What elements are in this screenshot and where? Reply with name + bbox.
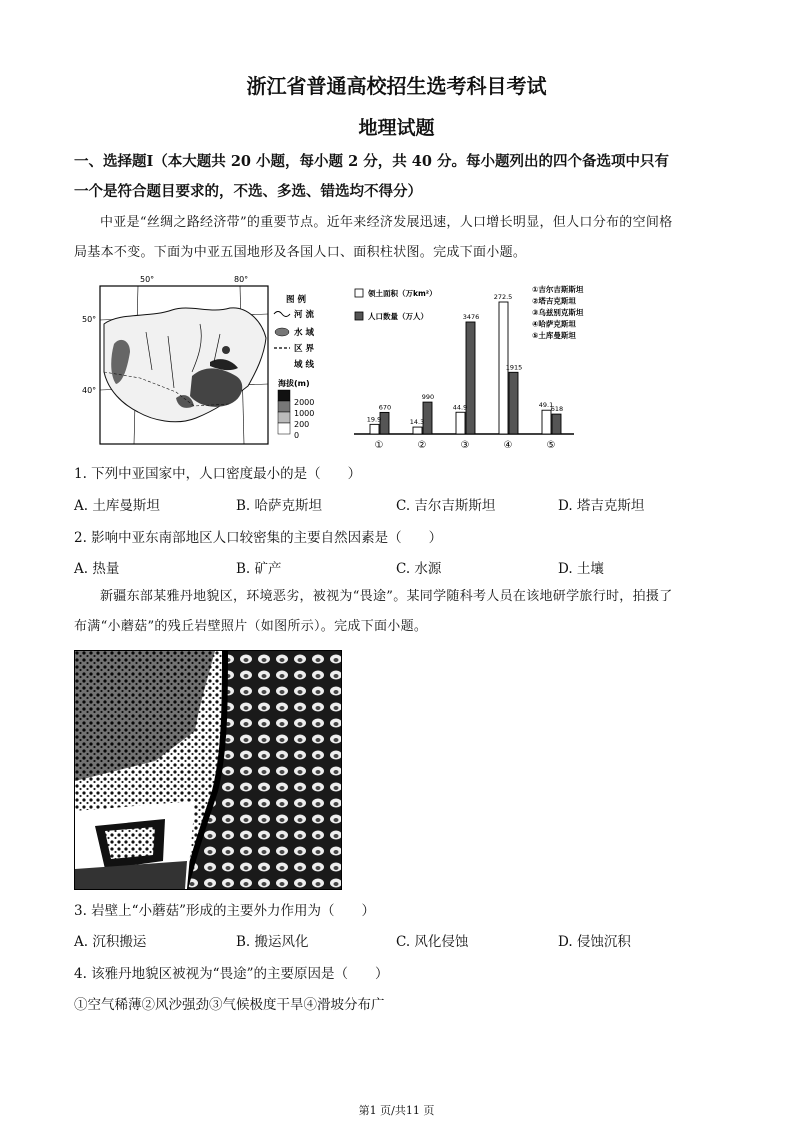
area-bar [413,427,422,434]
area-data-label: 44.9 [452,403,468,412]
category-tick-label: ⑤ [546,440,556,451]
map-lon-label: 80° [234,275,249,284]
map-lat-label: 50° [82,315,97,324]
q1-option-c[interactable]: C. 吉尔吉斯斯坦 [396,498,496,514]
population-bar [380,412,389,434]
country-legend-item: ④哈萨克斯坦 [532,319,576,329]
population-data-label: 670 [378,403,392,412]
population-data-label: 618 [550,405,564,414]
area-bar [456,412,465,434]
question-1-stem: 1. 下列中亚国家中，人口密度最小的是（ ） [74,466,362,482]
page-footer: 第1 页/共11 页 [358,1104,435,1117]
map-legend-item: 河 流 [294,310,314,320]
population-bar [552,414,561,434]
category-tick-label: ④ [503,440,513,451]
elevation-swatch [278,390,290,401]
q2-option-b[interactable]: B. 矿产 [236,561,282,577]
map-lat-label: 40° [82,386,97,395]
map-legend-item: 域 线 [294,360,314,370]
population-data-label: 3476 [462,313,480,321]
area-legend-swatch [355,289,363,297]
central-asia-map [80,272,340,454]
q3-option-a[interactable]: A. 沉积搬运 [74,934,147,950]
page-title: 浙江省普通高校招生选考科目考试 [246,74,547,98]
country-legend-item: ②塔吉克斯坦 [532,296,576,306]
country-legend-item: ③乌兹别克斯坦 [532,308,584,317]
area-bar [542,410,551,434]
water-legend-icon [275,328,289,336]
population-data-label: 990 [421,393,435,402]
elevation-value: 1000 [294,409,315,418]
yardang-rock-photo [74,650,342,890]
section-heading-line2: 一个是符合题目要求的，不选、多选、错选均不得分） [74,183,422,200]
category-tick-label: ③ [460,440,470,451]
elevation-swatch [278,423,290,434]
population-data-label: 1915 [505,363,523,372]
area-bar [370,424,379,434]
q3-option-b[interactable]: B. 搬运风化 [236,934,309,950]
population-legend-swatch [355,312,363,320]
area-data-label: 272.5 [493,293,513,301]
question-4-choices: ①空气稀薄②风沙强劲③气候极度干旱④滑坡分布广 [74,997,385,1013]
country-legend-item: ⑤土库曼斯坦 [532,331,576,340]
population-legend-label: 人口数量（万人） [368,312,428,321]
q1-option-b[interactable]: B. 哈萨克斯坦 [236,498,323,514]
section-heading-line1: 一、选择题Ⅰ（本大题共 20 小题，每小题 2 分，共 40 分。每小题列出的四个备选项中只有 [74,153,670,170]
elevation-swatch [278,412,290,423]
map-legend-item: 区 界 [294,344,314,354]
passage1-line2: 局基本不变。下面为中亚五国地形及各国人口、面积柱状图。完成下面小题。 [74,245,527,260]
question-2-stem: 2. 影响中亚东南部地区人口较密集的主要自然因素是（ ） [74,530,443,546]
q1-option-d[interactable]: D. 塔吉克斯坦 [558,498,645,514]
elevation-value: 2000 [294,398,315,407]
elevation-title: 海拔(m) [278,379,310,388]
passage2-line2: 布满“小蘑菇”的残丘岩壁照片（如图所示）。完成下面小题。 [74,619,428,634]
q2-option-a[interactable]: A. 热量 [74,561,120,577]
country-legend-item: ①吉尔吉斯斯坦 [532,285,584,294]
population-bar [423,402,432,434]
question-4-stem: 4. 该雅丹地貌区被视为“畏途”的主要原因是（ ） [74,966,389,982]
category-tick-label: ① [374,440,384,451]
q2-option-c[interactable]: C. 水源 [396,561,442,577]
q3-option-d[interactable]: D. 侵蚀沉积 [558,934,631,950]
q3-option-c[interactable]: C. 风化侵蚀 [396,934,469,950]
map-legend-title: 图 例 [286,295,306,305]
population-bar [509,372,518,434]
category-tick-label: ② [417,440,427,451]
population-bar [466,322,475,434]
elevation-value: 0 [294,431,300,440]
area-legend-label: 领土面积（万km²） [368,289,437,298]
elevation-swatch [278,401,290,412]
river-legend-icon [274,312,290,317]
elevation-value: 200 [294,420,310,429]
q2-option-d[interactable]: D. 土壤 [558,561,604,577]
map-legend-item: 水 域 [294,328,314,338]
area-data-label: 49.1 [538,401,554,410]
question-3-stem: 3. 岩壁上“小蘑菇”形成的主要外力作用为（ ） [74,903,375,919]
area-data-label: 14.3 [409,418,425,427]
area-population-chart [350,282,610,454]
q1-option-a[interactable]: A. 土库曼斯坦 [74,498,160,514]
map-lon-label: 50° [140,275,155,284]
passage1-line1: 中亚是“丝绸之路经济带”的重要节点。近年来经济发展迅速，人口增长明显，但人口分布的空间格 [100,215,673,230]
passage2-line1: 新疆东部某雅丹地貌区，环境恶劣，被视为“畏途”。某同学随科考人员在该地研学旅行时，拍摄了 [100,589,673,604]
page-subtitle: 地理试题 [358,117,435,139]
area-data-label: 19.9 [366,415,382,424]
